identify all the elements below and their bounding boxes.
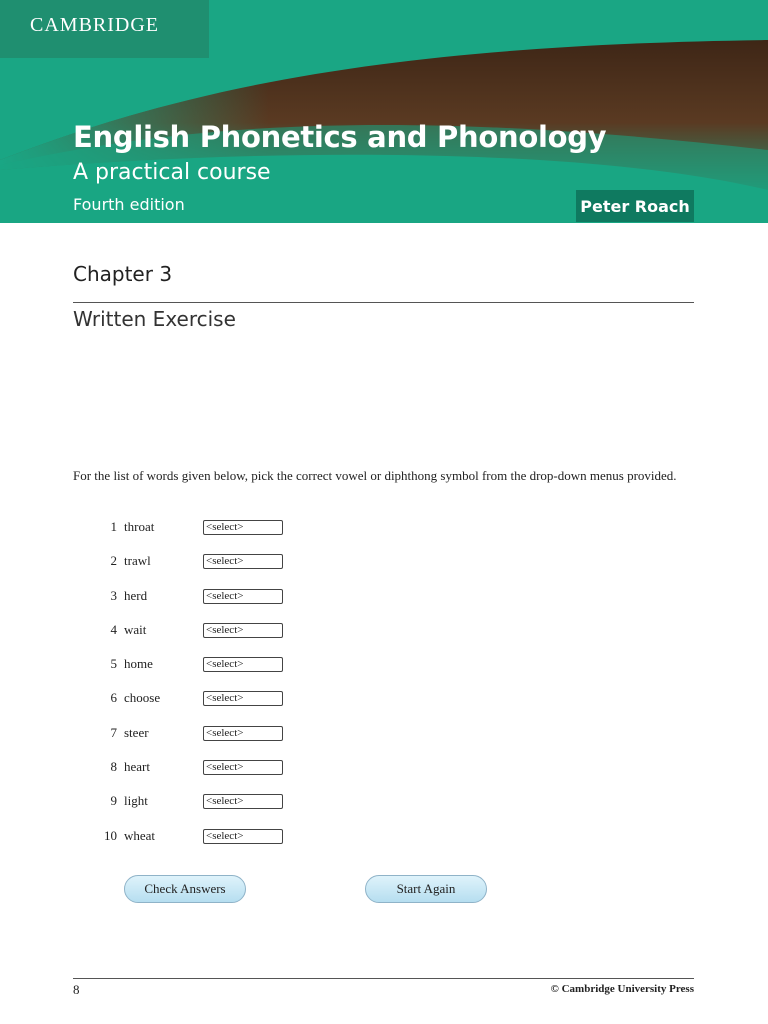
item-word: herd [124,587,148,603]
item-number: 3 [110,587,117,603]
book-header [0,0,768,223]
item-word: wait [124,621,147,637]
chapter-divider [73,302,694,303]
exercise-row [73,654,373,688]
exercise-row [73,791,373,825]
item-word: steer [124,724,149,740]
vowel-select-dropdown[interactable]: <select> [203,520,283,535]
publisher-logo: CAMBRIDGE [30,14,160,36]
item-word: trawl [124,553,151,569]
exercise-row [73,551,373,585]
item-number: 2 [110,553,117,569]
exercise-row [73,517,373,551]
author-badge: Peter Roach [576,190,694,222]
vowel-select-dropdown[interactable]: <select> [203,691,283,706]
vowel-select-dropdown[interactable]: <select> [203,726,283,741]
item-word: home [124,656,153,672]
book-edition: Fourth edition [73,195,185,214]
item-number: 7 [110,724,117,740]
check-answers-button[interactable]: Check Answers [124,875,246,903]
section-title: Written Exercise [73,307,236,331]
publisher-logo-box [0,0,209,58]
item-number: 5 [110,656,117,672]
item-word: light [124,793,148,809]
exercise-row [73,723,373,757]
item-word: wheat [124,827,156,843]
exercise-list [73,517,373,860]
vowel-select-dropdown[interactable]: <select> [203,623,283,638]
exercise-row [73,826,373,860]
item-number: 1 [110,519,117,534]
exercise-instructions: For the list of words given below, pick the correct vowel or diphthong symbol from the drop-down menus provided. [73,468,677,483]
item-number: 10 [104,827,117,843]
book-title: English Phonetics and Phonology [73,120,607,154]
vowel-select-dropdown[interactable]: <select> [203,554,283,569]
exercise-row [73,688,373,722]
item-number: 4 [110,621,117,637]
item-number: 6 [110,690,117,706]
page-number: 8 [73,982,80,997]
vowel-select-dropdown[interactable]: <select> [203,589,283,604]
exercise-row [73,757,373,791]
chapter-heading: Chapter 3 [73,262,173,286]
vowel-select-dropdown[interactable]: <select> [203,794,283,809]
item-word: heart [124,759,150,775]
vowel-select-dropdown[interactable]: <select> [203,760,283,775]
footer-divider [73,978,694,979]
book-subtitle: A practical course [73,160,271,185]
item-number: 8 [110,759,117,775]
copyright-notice: © Cambridge University Press [550,983,694,995]
item-word: throat [124,519,155,534]
vowel-select-dropdown[interactable]: <select> [203,829,283,844]
start-again-button[interactable]: Start Again [365,875,487,903]
vowel-select-dropdown[interactable]: <select> [203,657,283,672]
exercise-row [73,620,373,654]
item-number: 9 [110,793,117,809]
item-word: choose [124,690,161,706]
exercise-row [73,586,373,620]
